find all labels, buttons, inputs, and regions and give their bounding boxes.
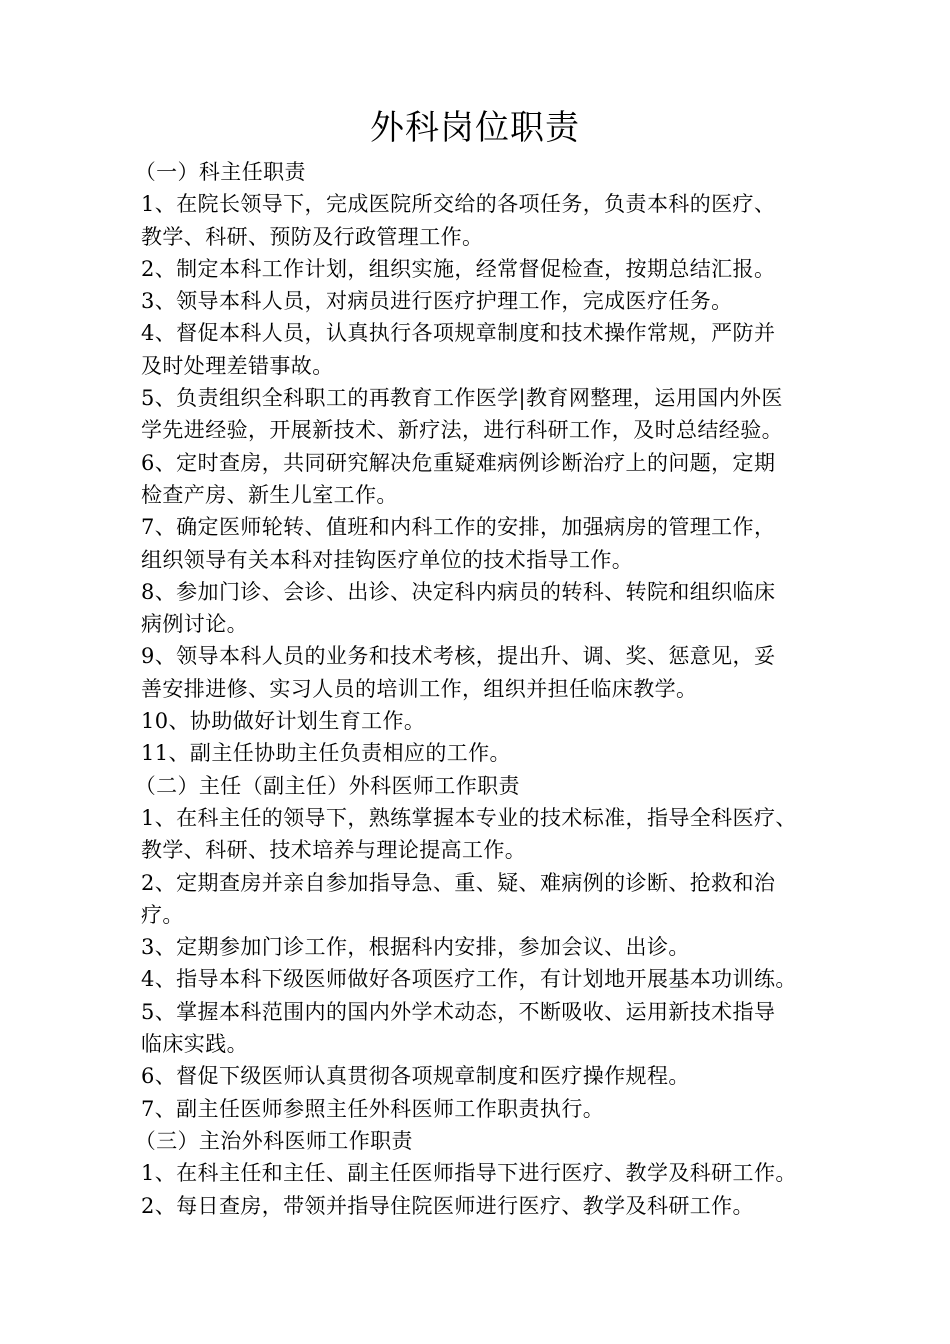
text-line: 1、在科主任的领导下，熟练掌握本专业的技术标准，指导全科医疗、 xyxy=(141,805,797,830)
text-line: 9、领导本科人员的业务和技术考核，提出升、调、奖、惩意见，妥 xyxy=(141,644,776,669)
text-line: 6、定时查房，共同研究解决危重疑难病例诊断治疗上的问题，定期 xyxy=(141,450,776,475)
text-line: 4、指导本科下级医师做好各项医疗工作，有计划地开展基本功训练。 xyxy=(141,967,797,992)
text-line: 学先进经验，开展新技术、新疗法，进行科研工作，及时总结经验。 xyxy=(141,418,783,443)
text-line: 教学、科研、技术培养与理论提高工作。 xyxy=(141,838,527,863)
text-line: 及时处理差错事故。 xyxy=(141,353,334,378)
text-line: 11、副主任协助主任负责相应的工作。 xyxy=(141,741,511,766)
text-line: 检查产房、新生儿室工作。 xyxy=(141,482,398,507)
text-line: 1、在科主任和主任、副主任医师指导下进行医疗、教学及科研工作。 xyxy=(141,1161,797,1186)
document-body xyxy=(134,156,831,1222)
section-heading-director: （一）科主任职责 xyxy=(134,160,306,184)
text-line: 3、领导本科人员，对病员进行医疗护理工作，完成医疗任务。 xyxy=(141,289,733,314)
text-line: 病例讨论。 xyxy=(141,612,248,637)
text-line: 2、定期查房并亲自参加指导急、重、疑、难病例的诊断、抢救和治 xyxy=(141,870,776,895)
text-line: 组织领导有关本科对挂钩医疗单位的技术指导工作。 xyxy=(141,547,634,572)
text-line: 1、在院长领导下，完成医院所交给的各项任务，负责本科的医疗、 xyxy=(141,192,776,217)
text-line: 5、掌握本科范围内的国内外学术动态，不断吸收、运用新技术指导 xyxy=(141,999,776,1024)
text-line: 10、协助做好计划生育工作。 xyxy=(141,709,426,734)
text-line: 7、副主任医师参照主任外科医师工作职责执行。 xyxy=(141,1096,605,1121)
text-line: 善安排进修、实习人员的培训工作，组织并担任临床教学。 xyxy=(141,676,698,701)
text-line: 2、制定本科工作计划，组织实施，经常督促检查，按期总结汇报。 xyxy=(141,256,776,281)
text-line: 3、定期参加门诊工作，根据科内安排，参加会议、出诊。 xyxy=(141,935,690,960)
text-line: 5、负责组织全科职工的再教育工作医学|教育网整理，运用国内外医 xyxy=(141,386,783,411)
text-line: 8、参加门诊、会诊、出诊、决定科内病员的转科、转院和组织临床 xyxy=(141,579,776,604)
document-title: 外科岗位职责 xyxy=(370,108,580,148)
text-line: 7、确定医师轮转、值班和内科工作的安排，加强病房的管理工作， xyxy=(141,515,776,540)
section-heading-chief-surgeon: （二）主任（副主任）外科医师工作职责 xyxy=(134,773,520,798)
text-line: 疗。 xyxy=(141,902,184,927)
text-line: 2、每日查房，带领并指导住院医师进行医疗、教学及科研工作。 xyxy=(141,1193,754,1218)
text-line: 教学、科研、预防及行政管理工作。 xyxy=(141,224,484,249)
section-heading-attending-surgeon: （三）主治外科医师工作职责 xyxy=(134,1128,413,1153)
text-line: 6、督促下级医师认真贯彻各项规章制度和医疗操作规程。 xyxy=(141,1064,690,1089)
text-line: 4、督促本科人员，认真执行各项规章制度和技术操作常规，严防并 xyxy=(141,321,776,346)
text-line: 临床实践。 xyxy=(141,1032,248,1057)
